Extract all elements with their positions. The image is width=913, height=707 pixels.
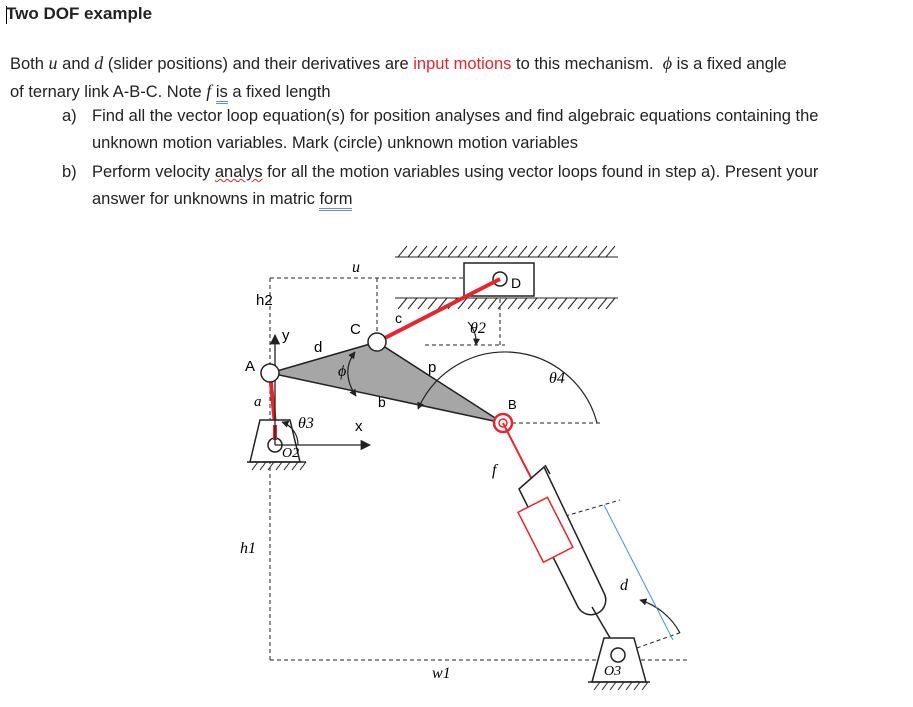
p1-var-d: d	[94, 53, 104, 73]
label-theta4: θ4	[549, 370, 565, 387]
label-c-upper: C	[350, 321, 361, 338]
p1-var-u: u	[48, 53, 58, 73]
label-f: f	[492, 462, 497, 479]
label-d-right: d	[620, 577, 628, 594]
label-y: y	[282, 327, 290, 344]
label-a-lower: a	[254, 394, 262, 410]
list-marker-a: a)	[62, 107, 77, 125]
label-phi: ϕ	[338, 363, 347, 380]
p1-text-f: is a fixed angle	[676, 55, 787, 73]
pin-o3	[611, 648, 625, 662]
p1-text-a: Both	[10, 55, 44, 73]
list-marker-b: b)	[62, 163, 77, 181]
item-b-text-c: for all the motion variables using vector loops found in step a). Present your	[267, 163, 819, 181]
p2-text-a: of ternary link A-B-C. Note	[10, 83, 202, 101]
item-a-line1: Find all the vector loop equation(s) for position analyses and find algebraic equations containing the	[92, 107, 819, 125]
p1-text-c: (slider positions) and their derivatives are	[107, 55, 409, 73]
label-u: u	[352, 259, 360, 276]
p1-var-phi: ϕ	[662, 53, 673, 73]
label-d-left: d	[314, 339, 323, 356]
d-measure-line	[604, 505, 673, 640]
p1-text-b: and	[62, 55, 90, 73]
label-w1: w1	[432, 665, 451, 682]
label-o3: O3	[604, 664, 622, 679]
page-title: Two DOF example	[6, 4, 153, 23]
label-theta2: θ2	[470, 320, 486, 337]
label-o2: O2	[282, 446, 300, 461]
p2-text-b: a fixed length	[232, 83, 331, 101]
label-d-pin: D	[511, 275, 522, 291]
ternary-link-abc	[270, 342, 503, 423]
label-a-upper: A	[245, 358, 256, 375]
item-b-text-d: answer for unknowns in matric	[92, 190, 315, 208]
pin-a	[261, 364, 279, 382]
p1-red-text: input motions	[413, 55, 512, 73]
item-b-form: form	[319, 190, 352, 211]
pin-c	[368, 333, 386, 351]
label-p: p	[428, 359, 437, 376]
label-theta3: θ3	[298, 415, 314, 432]
p1-text-e: to this mechanism.	[516, 55, 654, 73]
label-b-lower: b	[378, 394, 386, 410]
label-c-lower: c	[395, 310, 402, 326]
item-a-line2: unknown motion variables. Mark (circle) unknown motion variables	[92, 134, 579, 152]
label-h2: h2	[256, 292, 273, 309]
label-b-upper: B	[508, 397, 517, 412]
d-angle-arc	[640, 600, 680, 633]
item-b-text-a: Perform velocity	[92, 163, 211, 181]
label-h1: h1	[240, 540, 256, 557]
label-x: x	[355, 418, 363, 435]
item-b-misspelled: analys	[214, 163, 263, 181]
p2-var-f: f	[206, 81, 212, 101]
p2-is: is	[216, 83, 228, 104]
